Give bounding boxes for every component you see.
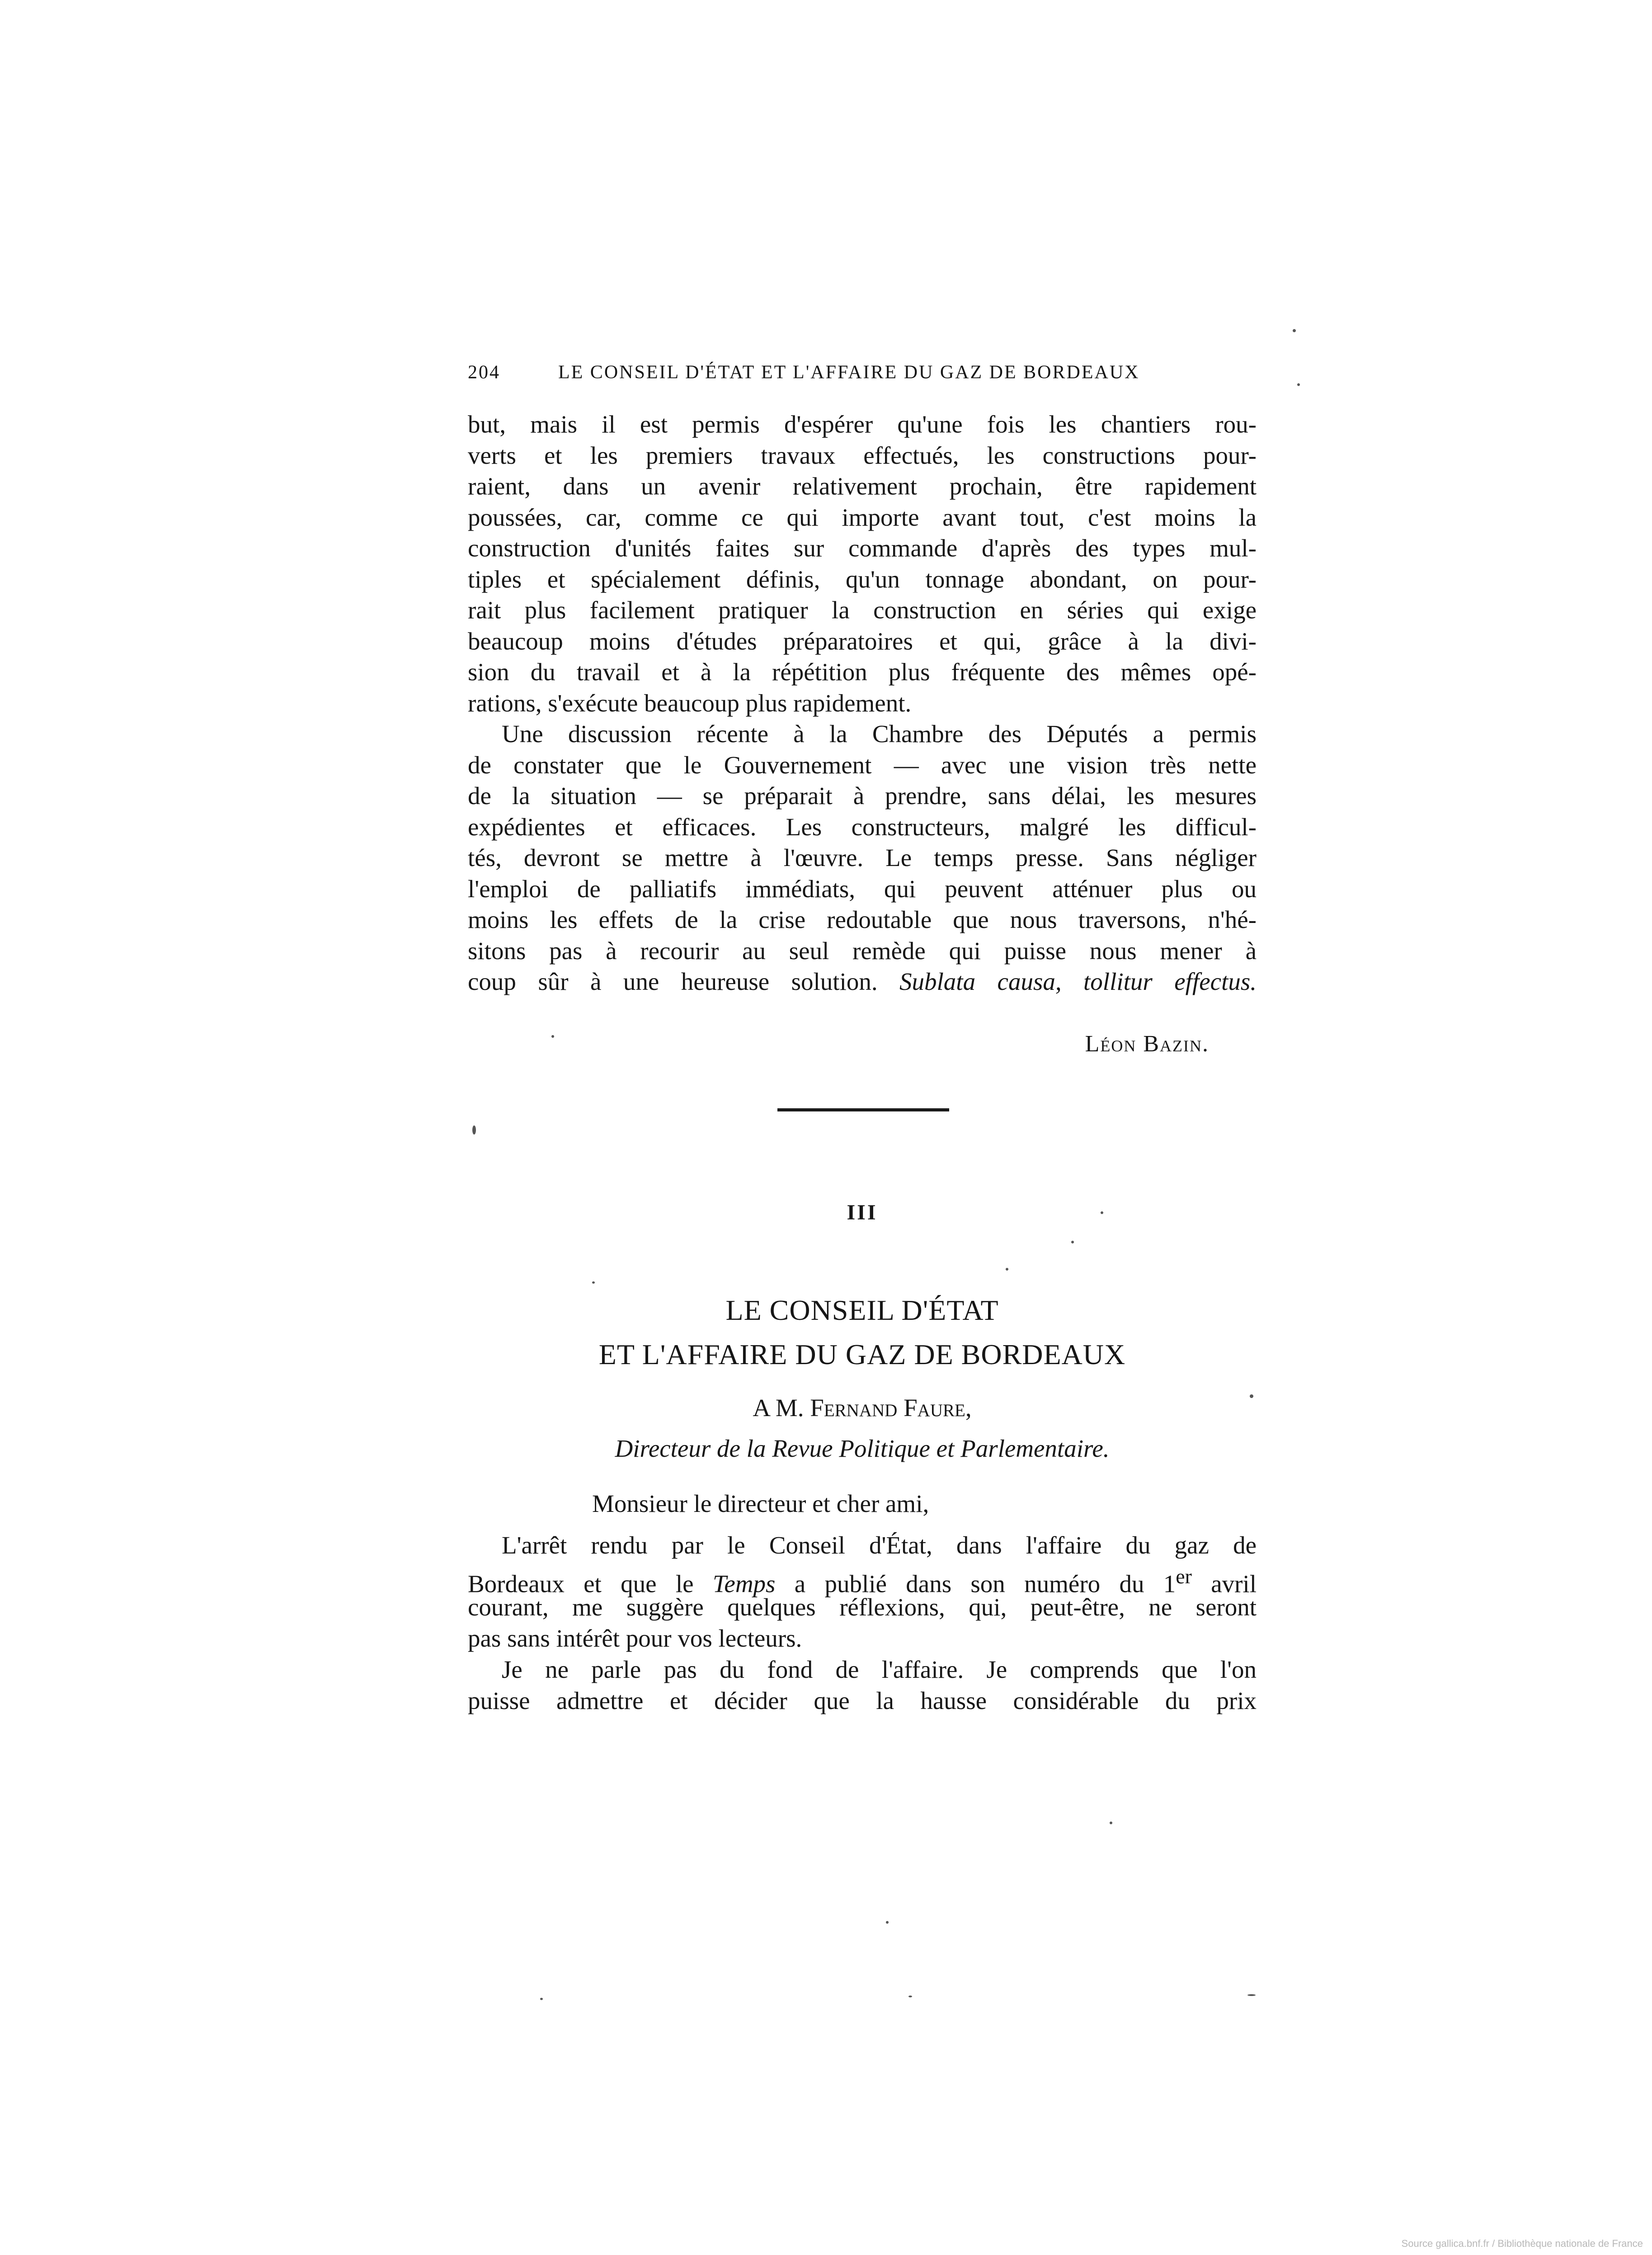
text-line: Je ne parle pas du fond de l'affaire. Je comprends que l'on [502, 1656, 1257, 1683]
article-title-line: LE CONSEIL D'ÉTAT [725, 1294, 999, 1326]
dedication-role: Directeur de la Revue Politique et Parlementaire. [615, 1435, 1110, 1462]
scan-speck [908, 1996, 912, 1997]
text-line: L'arrêt rendu par le Conseil d'État, dans l'affaire du gaz de [502, 1531, 1257, 1559]
text-line: sion du travail et à la répétition plus fréquente des mêmes opé- [468, 658, 1257, 686]
scan-speck [1297, 383, 1300, 386]
dedication-prefix: A M. [753, 1394, 810, 1422]
text-line: construction d'unités faites sur commande d'après des types mul- [468, 534, 1257, 562]
scan-speck [886, 1921, 889, 1924]
text-line: verts et les premiers travaux effectués, les constructions pour- [468, 441, 1257, 469]
dedication-name: Fernand Faure, [810, 1394, 972, 1422]
text-line: but, mais il est permis d'espérer qu'une fois les chantiers rou- [468, 410, 1257, 438]
text-fragment: a publié dans son numéro du 1 [775, 1569, 1176, 1597]
text-fragment: Bordeaux et que le [468, 1569, 713, 1597]
section-number: III [847, 1200, 878, 1224]
scan-speck [1250, 1394, 1253, 1398]
text-line: moins les effets de la crise redoutable que nous traversons, n'hé- [468, 906, 1257, 933]
scan-speck [592, 1281, 595, 1284]
text-line: sitons pas à recourir au seul remède qui puisse nous mener à [468, 937, 1257, 965]
dedication-recipient [468, 1388, 1257, 1428]
text-line: beaucoup moins d'études préparatoires et qui, grâce à la divi- [468, 627, 1257, 655]
scan-speck [1101, 1211, 1103, 1214]
text-line: courant, me suggère quelques réflexions, qui, peut-être, ne seront [468, 1593, 1257, 1621]
author-signature: Léon Bazin. [1085, 1031, 1209, 1057]
text-line-last [468, 966, 1257, 998]
scan-speck [1293, 329, 1296, 332]
newspaper-name: Temps [712, 1569, 776, 1597]
letter-paragraph-1 [468, 1530, 1257, 1654]
scan-speck [1006, 1268, 1008, 1271]
scan-speck [551, 1035, 554, 1038]
article-title-line: ET L'AFFAIRE DU GAZ DE BORDEAUX [598, 1338, 1126, 1370]
continued-paragraph [468, 409, 1257, 719]
scan-speck [540, 1998, 543, 2000]
footer-source: Source gallica.bnf.fr / Bibliothèque nationale de France [1401, 2238, 1643, 2249]
text-fragment: avril [1191, 1569, 1257, 1597]
text-line: rations, s'exécute beaucoup plus rapidement. [468, 689, 912, 717]
text-line: tés, devront se mettre à l'œuvre. Le temps presse. Sans négliger [468, 844, 1257, 871]
text-line: l'emploi de palliatifs immédiats, qui peuvent atténuer plus ou [468, 875, 1257, 903]
scan-speck [1247, 1994, 1256, 1996]
text-line: expédientes et efficaces. Les constructeurs, malgré les difficul- [468, 813, 1257, 841]
text-fragment: coup sûr à une heureuse solution. [468, 968, 900, 995]
article-title [468, 1288, 1257, 1377]
dedication [468, 1388, 1257, 1469]
scan-speck [472, 1125, 476, 1135]
running-head-title: LE CONSEIL D'ÉTAT ET L'AFFAIRE DU GAZ DE BORDEAUX [558, 362, 1140, 383]
page-number: 204 [468, 362, 500, 383]
letter-paragraph-2 [468, 1654, 1257, 1716]
text-line: pas sans intérêt pour vos lecteurs. [468, 1624, 802, 1652]
text-line: de constater que le Gouvernement — avec une vision très nette [468, 751, 1257, 779]
second-paragraph [468, 719, 1257, 998]
text-line [468, 1561, 1257, 1597]
text-line: rait plus facilement pratiquer la construction en séries qui exige [468, 596, 1257, 624]
text-line: puisse admettre et décider que la hausse considérable du prix [468, 1686, 1257, 1714]
latin-quote: Sublata causa, tollitur effectus. [899, 968, 1257, 995]
ordinal-superscript: er [1176, 1564, 1192, 1588]
text-line: de la situation — se préparait à prendre, sans délai, les mesures [468, 782, 1257, 810]
text-line: raient, dans un avenir relativement prochain, être rapidement [468, 472, 1257, 500]
text-line: poussées, car, comme ce qui importe avant tout, c'est moins la [468, 503, 1257, 531]
text-line: tiples et spécialement définis, qu'un tonnage abondant, on pour- [468, 565, 1257, 593]
running-head [468, 362, 1168, 389]
scan-speck [1071, 1241, 1074, 1243]
text-line: Une discussion récente à la Chambre des Députés a permis [502, 720, 1257, 748]
scan-speck [1110, 1822, 1112, 1824]
salutation: Monsieur le directeur et cher ami, [592, 1490, 929, 1517]
section-divider [777, 1108, 949, 1111]
